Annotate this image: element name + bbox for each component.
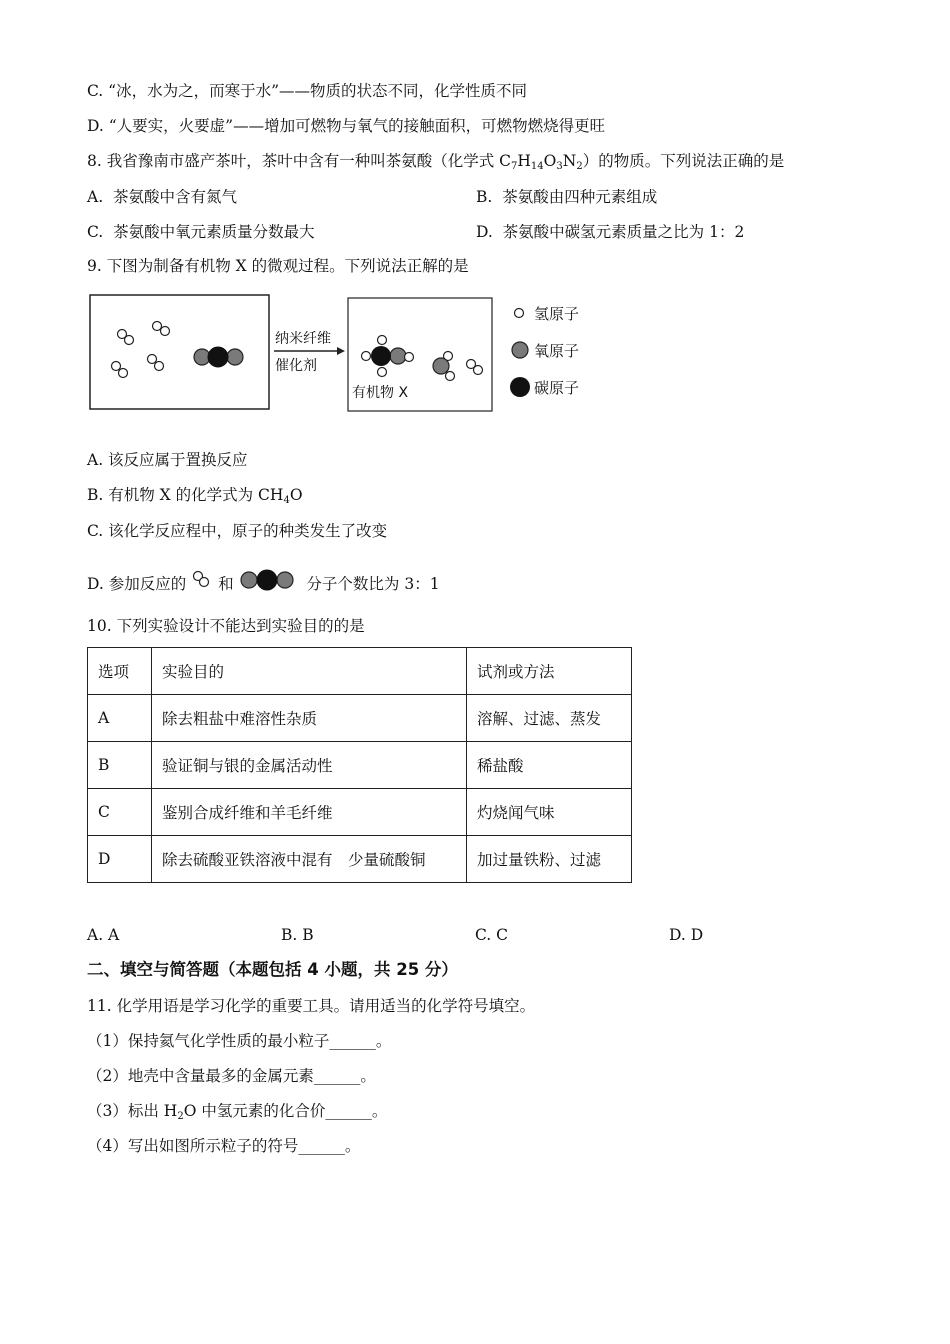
q8-option-a: A. 茶氨酸中含有氮气 bbox=[87, 188, 237, 206]
reaction-diagram bbox=[85, 288, 605, 418]
q9-stem: 9. 下图为制备有机物 X 的微观过程。下列说法正解的是 bbox=[87, 257, 469, 275]
q11-item-2: （2）地壳中含量最多的金属元素______。 bbox=[87, 1067, 376, 1085]
answer-blank: ______ bbox=[325, 1102, 372, 1120]
legend-carbon-label: 碳原子 bbox=[534, 379, 580, 397]
table-row: C 鉴别合成纤维和羊毛纤维 灼烧闻气味 bbox=[88, 789, 632, 836]
q7-option-d: D. “人要实，火要虚”——增加可燃物与氧气的接触面积，可燃物燃烧得更旺 bbox=[87, 117, 606, 135]
q11-item-1: （1）保持氦气化学性质的最小粒子______。 bbox=[87, 1032, 392, 1050]
arrow-bottom-label: 催化剂 bbox=[275, 358, 317, 374]
legend bbox=[510, 305, 579, 397]
legend-oxygen-icon bbox=[512, 342, 528, 358]
hydrogen-molecule-icon bbox=[191, 569, 213, 591]
table-header-row bbox=[88, 648, 632, 695]
q10-choice-c: C. C bbox=[475, 926, 509, 944]
q10-choice-a: A. A bbox=[87, 926, 120, 944]
q9-option-a: A. 该反应属于置换反应 bbox=[87, 451, 248, 469]
q8-option-c: C. 茶氨酸中氧元素质量分数最大 bbox=[87, 223, 315, 241]
legend-carbon-icon bbox=[510, 377, 530, 397]
hydrogen-molecule-leftover bbox=[467, 360, 483, 375]
legend-hydrogen-label: 氢原子 bbox=[534, 305, 580, 323]
q9-option-b: B. 有机物 X 的化学式为 $CH_4O$ bbox=[87, 486, 303, 506]
q10-choice-b: B. B bbox=[281, 926, 314, 944]
carbon-dioxide-molecule-icon bbox=[239, 568, 297, 592]
answer-blank: ______ bbox=[329, 1032, 376, 1050]
answer-blank: ______ bbox=[313, 1067, 361, 1085]
water-molecule bbox=[433, 352, 455, 381]
header-option: 选项 bbox=[88, 648, 152, 695]
q10-choice-d: D. D bbox=[669, 926, 704, 944]
experiment-table bbox=[87, 647, 632, 883]
legend-oxygen-label: 氧原子 bbox=[534, 342, 580, 360]
reactant-box bbox=[90, 295, 269, 409]
table-row: A 除去粗盐中难溶性杂质 溶解、过滤、蒸发 bbox=[88, 695, 632, 742]
q8-option-b: B. 茶氨酸由四种元素组成 bbox=[476, 188, 658, 206]
header-method: 试剂或方法 bbox=[467, 648, 632, 695]
q8-option-d: D. 茶氨酸中碳氢元素质量之比为 1：2 bbox=[476, 223, 745, 241]
q11-item-3: （3）标出 $H_2O$ 中氢元素的化合价______。 bbox=[87, 1102, 388, 1122]
q8-formula: $_7H_{14}O_3N_2$ bbox=[511, 152, 583, 172]
product-label: 有机物 X bbox=[352, 385, 409, 401]
q10-stem: 10. 下列实验设计不能达到实验目的的是 bbox=[87, 617, 365, 635]
carbon-dioxide-molecule bbox=[194, 347, 243, 367]
section-title: 二、填空与简答题（本题包括 4 小题，共 25 分） bbox=[87, 960, 458, 979]
table-row: D 除去硫酸亚铁溶液中混有 少量硫酸铜 加过量铁粉、过滤 bbox=[88, 836, 632, 883]
legend-hydrogen-icon bbox=[515, 309, 524, 318]
methanol-molecule bbox=[362, 336, 414, 377]
q7-option-c: C. “冰，水为之，而寒于水”——物质的状态不同，化学性质不同 bbox=[87, 82, 528, 100]
q11-item-4: （4）写出如图所示粒子的符号______。 bbox=[87, 1137, 361, 1155]
q11-stem: 11. 化学用语是学习化学的重要工具。请用适当的化学符号填空。 bbox=[87, 997, 536, 1015]
q9-option-c: C. 该化学反应程中，原子的种类发生了改变 bbox=[87, 522, 388, 540]
arrow-top-label: 纳米纤维 bbox=[275, 331, 331, 347]
table-row: B 验证铜与银的金属活动性 稀盐酸 bbox=[88, 742, 632, 789]
hydrogen-molecules bbox=[112, 322, 170, 378]
q9-option-d: D. 参加反应的 和 分子个数比为 3：1 bbox=[87, 568, 440, 594]
answer-blank: ______ bbox=[298, 1137, 345, 1155]
header-purpose: 实验目的 bbox=[152, 648, 467, 695]
q8-stem: 8. 我省豫南市盛产茶叶，茶叶中含有一种叫茶氨酸（化学式 $C_7H_{14}O_3N_2$）的物质。下列说法正确的是 bbox=[87, 152, 785, 172]
